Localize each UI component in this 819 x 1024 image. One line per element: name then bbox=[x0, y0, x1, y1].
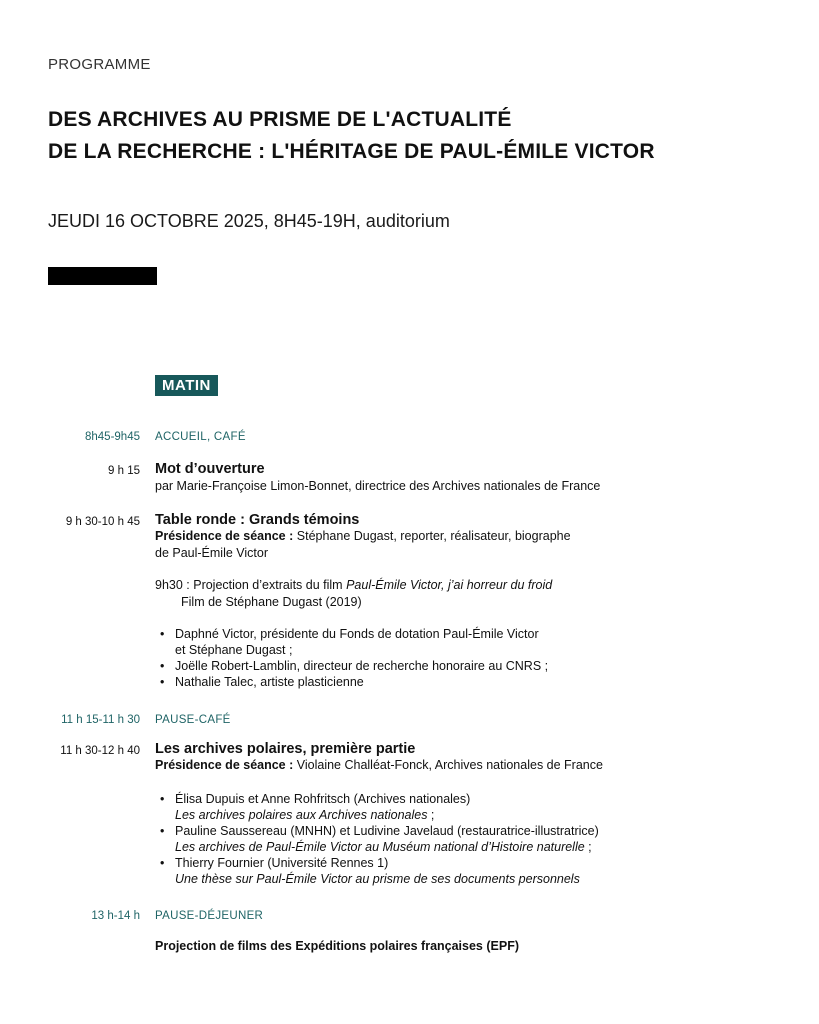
speaker-role: , directrice des Archives nationales de France bbox=[348, 479, 601, 493]
time-ouverture: 9 h 15 bbox=[108, 465, 140, 477]
label-accueil: ACCUEIL, CAFÉ bbox=[155, 431, 246, 443]
talk-title: Une thèse sur Paul-Émile Victor au prisme de ses documents personnels bbox=[175, 872, 580, 886]
projection-epf: Projection de films des Expéditions polaires françaises (EPF) bbox=[155, 939, 519, 953]
block-table-ronde bbox=[155, 512, 571, 690]
presidence-archives-polaires bbox=[155, 757, 603, 774]
projection-credit: Film de Stéphane Dugast (2019) bbox=[181, 595, 362, 609]
bullet-line: • Daphné Victor, présidente du Fonds de dotation Paul-Émile Victor bbox=[175, 627, 539, 641]
label-pause-cafe: PAUSE-CAFÉ bbox=[155, 714, 231, 726]
bullet-line bbox=[175, 871, 603, 887]
time-dejeuner: 13 h-14 h bbox=[91, 910, 140, 922]
redaction-bar bbox=[48, 267, 157, 285]
bullet-line: • Pauline Saussereau (MNHN) et Ludivine Javelaud (restauratrice-illustratrice) bbox=[175, 824, 599, 838]
projection-prefix: : Projection d’extraits du film bbox=[182, 578, 347, 592]
bullet-line: • Élisa Dupuis et Anne Rohfritsch (Archives nationales) bbox=[175, 792, 471, 806]
archives-polaires-speakers bbox=[155, 791, 603, 887]
section-badge-matin: MATIN bbox=[155, 375, 218, 396]
title-line-2: DE LA RECHERCHE : L'HÉRITAGE DE PAUL-ÉMILE VICTOR bbox=[48, 140, 655, 163]
presidence-label: Présidence de séance : bbox=[155, 529, 294, 543]
presidence-line-2: de Paul-Émile Victor bbox=[155, 546, 269, 560]
talk-title: Les archives de Paul-Émile Victor au Muséum national d’Histoire naturelle bbox=[175, 840, 585, 854]
presidence-table-ronde bbox=[155, 528, 571, 545]
presidence-text: Stéphane Dugast, reporter, réalisateur, biographe bbox=[293, 529, 571, 543]
list-item bbox=[155, 791, 603, 823]
list-item bbox=[155, 626, 571, 658]
list-item bbox=[155, 823, 603, 855]
list-item bbox=[155, 855, 603, 887]
talk-suffix: ; bbox=[427, 808, 435, 822]
bullet-line: • Joëlle Robert-Lamblin, directeur de recherche honoraire au CNRS ; bbox=[175, 659, 549, 673]
block-archives-polaires bbox=[155, 741, 603, 887]
speaker-name: Marie-Françoise Limon-Bonnet bbox=[176, 479, 349, 493]
time-pause-cafe: 11 h 15-11 h 30 bbox=[61, 714, 140, 726]
title-ouverture: Mot d’ouverture bbox=[155, 461, 265, 477]
page-title bbox=[48, 104, 655, 168]
ouverture-speaker bbox=[155, 478, 600, 495]
bullet-line bbox=[175, 839, 603, 855]
time-table-ronde: 9 h 30-10 h 45 bbox=[65, 516, 140, 528]
title-line-1: DES ARCHIVES AU PRISME DE L'ACTUALITÉ bbox=[48, 108, 512, 131]
bullet-line bbox=[175, 807, 603, 823]
projection-film-title: Paul-Émile Victor, j’ai horreur du froid bbox=[346, 578, 553, 592]
time-archives-polaires: 11 h 30-12 h 40 bbox=[60, 745, 140, 757]
speaker-prefix: par bbox=[155, 479, 177, 493]
list-item bbox=[155, 674, 571, 690]
time-accueil: 8h45-9h45 bbox=[85, 431, 140, 443]
projection-line bbox=[155, 577, 571, 594]
title-table-ronde: Table ronde : Grands témoins bbox=[155, 512, 360, 528]
presidence-label: Présidence de séance : bbox=[155, 758, 294, 772]
list-item bbox=[155, 658, 571, 674]
label-dejeuner: PAUSE-DÉJEUNER bbox=[155, 910, 264, 922]
bullet-line: • Thierry Fournier (Université Rennes 1) bbox=[175, 856, 389, 870]
bullet-line: • Nathalie Talec, artiste plasticienne bbox=[175, 675, 364, 689]
projection-time: 9h30 bbox=[155, 578, 183, 592]
block-ouverture bbox=[155, 461, 600, 495]
presidence-text: Violaine Challéat-Fonck, Archives nationales de France bbox=[293, 758, 603, 772]
title-archives-polaires: Les archives polaires, première partie bbox=[155, 741, 416, 757]
event-date: JEUDI 16 OCTOBRE 2025, 8H45-19H, auditorium bbox=[48, 211, 450, 231]
programme-kicker: PROGRAMME bbox=[48, 56, 151, 73]
talk-suffix: ; bbox=[584, 840, 592, 854]
bullet-line: et Stéphane Dugast ; bbox=[175, 643, 293, 657]
table-ronde-speakers bbox=[155, 626, 571, 690]
talk-title: Les archives polaires aux Archives nationales bbox=[175, 808, 428, 822]
